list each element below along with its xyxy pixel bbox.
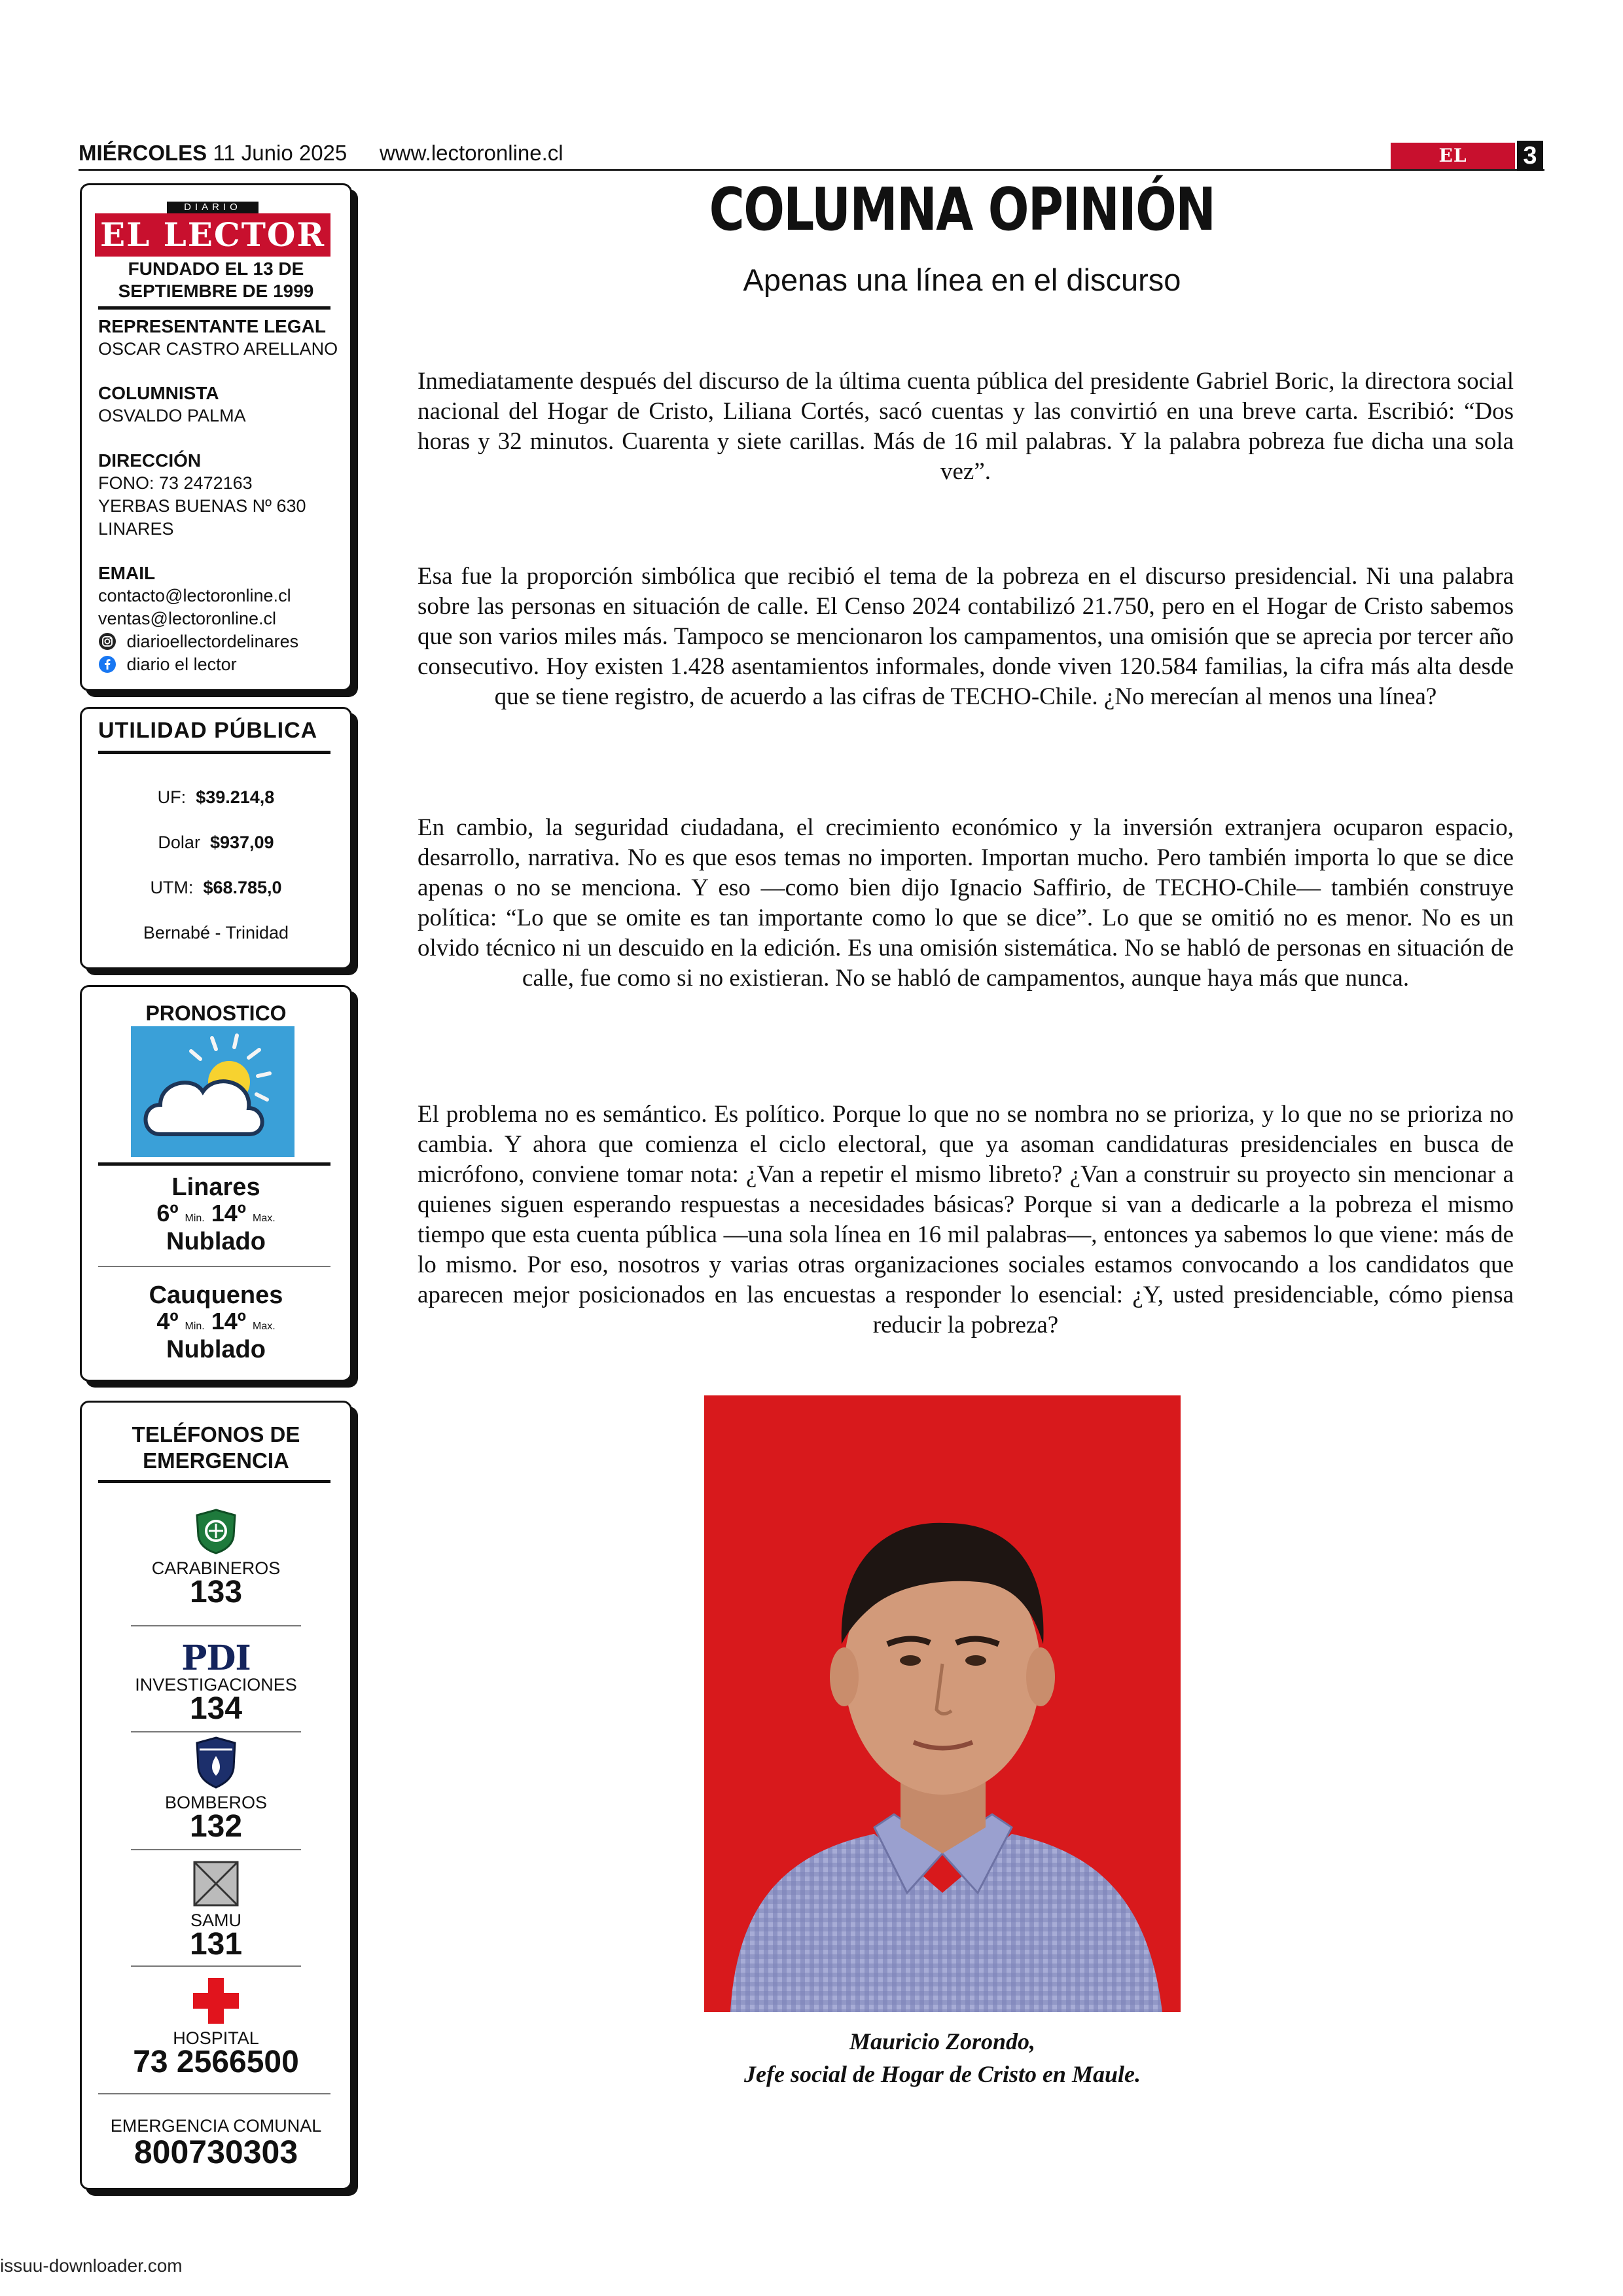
emergency-title-2: EMERGENCIA	[143, 1448, 289, 1473]
utility-box	[80, 707, 352, 969]
emergency-divider	[131, 1625, 301, 1626]
forecast-cond-cauquenes: Nublado	[166, 1336, 266, 1363]
min-label: Min.	[185, 1213, 205, 1224]
address-city: LINARES	[98, 519, 174, 539]
email-sales[interactable]: ventas@lectoronline.cl	[98, 609, 277, 628]
article-paragraph-4: El problema no es semántico. Es político. Porque lo que no se nombra no se prioriza, y lo que no se prioriza no cambia. Y ahora que comienza el ciclo electoral, que ya asoman candidaturas presidenciales en busca de micrófono, conviene tomar nota: ¿Van a repetir el mismo libreto? ¿Van a construir su proyecto sin mencionar a quienes siguen esperando respuestas a necesidades básicas? Porque si van a dedicarle a la pobreza el mismo tiempo que esta cuenta pública —una sola línea en 16 mil palabras—, entonces ya sabemos lo que viene: más de lo mismo. Por eso, nosotros y varias otras organizaciones sociales estamos convocando a los candidatos que aparecen mejor posicionados en las encuestas a responder lo esencial: ¿Y, usted presidenciable, cómo piensa reducir la pobreza?	[418, 1101, 1514, 1338]
article-paragraph-2: Esa fue la proporción simbólica que recibió el tema de la pobreza en el discurso presidencial. Ni una palabra sobre las personas en situación de calle. El Censo 2024 contabilizó 21.750, pero en el Hogar de Cristo sabemos que son varios miles más. Tampoco se mencionaron los campamentos, una omisión que se aprecia por tercer año consecutivo. Hoy existen 1.428 asentamientos informales, donde viven 120.584 familias, la cifra más alta desde que se tiene registro, de acuerdo a las cifras de TECHO-Chile. ¿No merecían al menos una línea?	[418, 563, 1514, 710]
facebook-link[interactable]	[98, 655, 237, 675]
cauquenes-max: 14º	[211, 1308, 246, 1335]
linares-max: 14º	[211, 1200, 246, 1227]
bomberos-badge-icon	[194, 1736, 238, 1789]
columnist-name: OSVALDO PALMA	[98, 406, 246, 425]
article-paragraph-3: En cambio, la seguridad ciudadana, el crecimiento económico y la inversión extranjera ocuparon espacio, desarrollo, narrativa. No es que esos temas no importen. Importan mucho. Pero también importa lo que se dice apenas o no se menciona. Y eso —como bien dijo Ignacio Saffirio, de TECHO-Chile— también construye política: “Lo que se omite es tan importante como lo que se dice”. Lo que se omitió no es menor. No es un olvido técnico ni un descuido en la edición. Es una omisión sistemática. No se habló de personas en situación de calle, fue como si no existieran. No se habló de campamentos, aunque haya más que nunca.	[418, 814, 1514, 992]
forecast-box	[80, 985, 352, 1382]
samu-placeholder-icon	[193, 1861, 239, 1907]
instagram-icon	[98, 632, 116, 651]
linares-min: 6º	[156, 1200, 179, 1227]
masthead-logo	[95, 202, 330, 257]
samu-label: SAMU	[190, 1910, 241, 1930]
emergency-box	[80, 1401, 352, 2190]
header-date	[79, 141, 347, 166]
saints-of-day: Bernabé - Trinidad	[143, 923, 289, 942]
hospital-label: HOSPITAL	[173, 2028, 259, 2048]
emergency-rule	[98, 1480, 330, 1483]
forecast-title: PRONOSTICO	[145, 1001, 287, 1025]
samu-number[interactable]: 131	[189, 1927, 243, 1962]
carabineros-label: CARABINEROS	[151, 1558, 281, 1578]
max-label: Max.	[252, 1213, 276, 1224]
instagram-handle: diarioellectordelinares	[126, 632, 299, 651]
author-photo	[704, 1395, 1181, 2012]
comunal-label: EMERGENCIA COMUNAL	[110, 2116, 322, 2136]
header-weekday: MIÉRCOLES	[79, 141, 207, 165]
watermark-text: issuu-downloader.com	[0, 2255, 183, 2276]
bomberos-number[interactable]: 132	[189, 1809, 243, 1844]
dolar-value: $937,09	[209, 833, 274, 852]
pdi-logo-icon: PDI	[181, 1638, 251, 1678]
carabineros-number[interactable]: 133	[189, 1575, 243, 1609]
founded-line-1: FUNDADO EL 13 DE	[128, 259, 304, 279]
uf-label: UF:	[157, 787, 187, 807]
carabineros-badge-icon	[194, 1509, 238, 1554]
uf-row	[82, 787, 350, 808]
facebook-handle: diario el lector	[126, 655, 237, 674]
page-title: COLUMNA OPINIÓN	[709, 175, 1215, 244]
article-subtitle: Apenas una línea en el discurso	[743, 262, 1181, 297]
forecast-city-cauquenes: Cauquenes	[149, 1282, 283, 1309]
email-label: EMAIL	[98, 563, 156, 583]
page-number: 3	[1517, 141, 1543, 171]
columnist-label: COLUMNISTA	[98, 383, 219, 403]
forecast-temps-cauquenes	[82, 1308, 350, 1335]
bomberos-label: BOMBEROS	[164, 1793, 268, 1812]
utility-rule	[98, 751, 330, 754]
legal-rep-name: OSCAR CASTRO ARELLANO	[98, 339, 338, 359]
article-paragraph-1: Inmediatamente después del discurso de la última cuenta pública del presidente Gabriel Boric, la directora social nacional del Hogar de Cristo, Liliana Cortés, sacó cuentas y las convirtió en una breve carta. Escribió: “Dos horas y 32 minutos. Cuarenta y siete carillas. Más de 16 mil palabras. Y la palabra pobreza fue dicha una sola vez”.	[418, 368, 1514, 485]
masthead-rule	[98, 306, 330, 310]
emergency-divider	[131, 1965, 301, 1967]
comunal-number[interactable]: 800730303	[134, 2134, 298, 2170]
red-cross-icon	[192, 1977, 240, 2025]
utm-label: UTM:	[150, 878, 194, 897]
facebook-icon	[98, 655, 116, 673]
utm-value: $68.785,0	[203, 878, 282, 897]
uf-value: $39.214,8	[196, 787, 275, 807]
investigaciones-label: INVESTIGACIONES	[135, 1675, 297, 1695]
address-label: DIRECCIÓN	[98, 450, 202, 471]
hospital-number[interactable]: 73 2566500	[133, 2045, 299, 2079]
forecast-rule	[98, 1162, 330, 1166]
weather-cloud-sun-icon	[131, 1026, 294, 1157]
forecast-city-linares: Linares	[171, 1174, 260, 1201]
header-rule	[79, 169, 1544, 171]
instagram-link[interactable]	[98, 632, 298, 652]
emergency-divider	[98, 2093, 330, 2094]
utility-title: UTILIDAD PÚBLICA	[98, 718, 318, 743]
header-logo: EL LECTOR	[1391, 143, 1515, 169]
dolar-row	[82, 833, 350, 853]
forecast-divider	[98, 1266, 330, 1267]
emergency-title-1: TELÉFONOS DE	[132, 1422, 300, 1446]
photo-caption-role: Jefe social de Hogar de Cristo en Maule.	[744, 2061, 1141, 2087]
emergency-divider	[131, 1731, 301, 1732]
header-date-text: 11 Junio 2025	[213, 141, 348, 165]
legal-rep-label: REPRESENTANTE LEGAL	[98, 316, 326, 336]
founded-line-2: SEPTIEMBRE DE 1999	[118, 281, 314, 301]
header-url[interactable]: www.lectoronline.cl	[380, 141, 563, 165]
cauquenes-min: 4º	[156, 1308, 179, 1335]
forecast-temps-linares	[82, 1200, 350, 1227]
dolar-label: Dolar	[158, 833, 200, 852]
address-phone: FONO: 73 2472163	[98, 473, 253, 493]
max-label: Max.	[252, 1321, 276, 1332]
utm-row	[82, 878, 350, 898]
emergency-divider	[131, 1849, 301, 1850]
photo-caption-name: Mauricio Zorondo,	[849, 2028, 1036, 2054]
masthead-logo-small: DIARIO	[167, 202, 259, 213]
address-street: YERBAS BUENAS Nº 630	[98, 496, 306, 516]
masthead-box	[80, 183, 352, 691]
forecast-cond-linares: Nublado	[166, 1228, 266, 1255]
email-contact[interactable]: contacto@lectoronline.cl	[98, 586, 291, 605]
masthead-logo-name: EL LECTOR	[95, 213, 330, 257]
min-label: Min.	[185, 1321, 205, 1332]
investigaciones-number[interactable]: 134	[189, 1691, 243, 1726]
